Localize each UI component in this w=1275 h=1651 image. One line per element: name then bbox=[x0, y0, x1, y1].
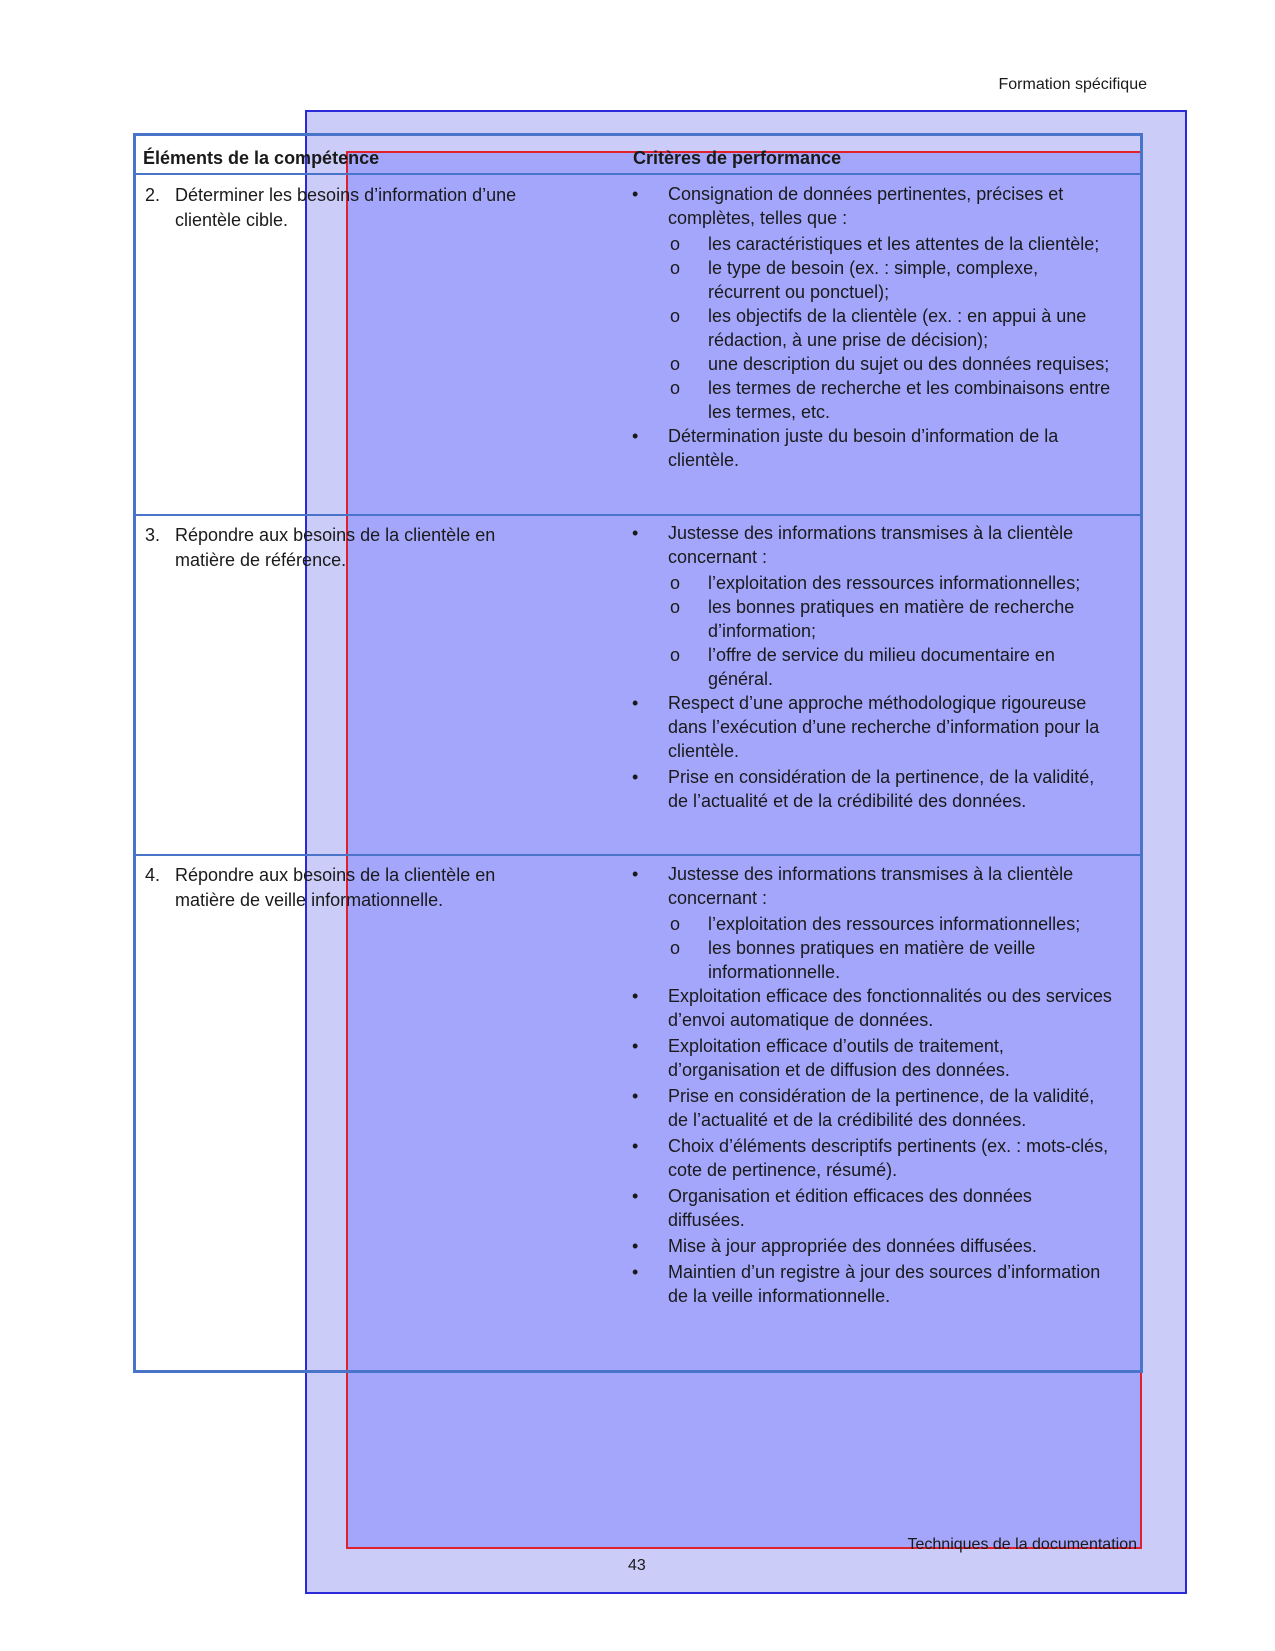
bullet-icon: • bbox=[632, 767, 639, 787]
row-divider bbox=[133, 514, 1143, 516]
circle-bullet-icon: o bbox=[670, 573, 681, 593]
bullet-icon: • bbox=[632, 986, 639, 1006]
running-header: Formation spécifique bbox=[998, 76, 1147, 93]
element-row-2 bbox=[145, 183, 575, 233]
criterion-item bbox=[632, 521, 1112, 569]
criterion-item bbox=[632, 862, 1112, 910]
criterion-item bbox=[632, 1260, 1112, 1308]
bullet-icon: • bbox=[632, 523, 639, 543]
element-number: 3. bbox=[145, 525, 161, 545]
criterion-text: Justesse des informations transmises à la clientèle concernant : bbox=[668, 864, 1074, 908]
criterion-text: Exploitation efficace d’outils de traitement, d’organisation et de diffusion des données. bbox=[668, 1036, 1010, 1080]
sub-criterion-text: l’exploitation des ressources informationnelles; bbox=[708, 914, 1081, 934]
element-text: matière de référence. bbox=[175, 550, 347, 570]
element-row-3 bbox=[145, 523, 575, 573]
bullet-icon: • bbox=[632, 693, 639, 713]
element-number: 2. bbox=[145, 185, 161, 205]
sub-criterion-item bbox=[632, 376, 1112, 424]
criterion-text: Justesse des informations transmises à la clientèle concernant : bbox=[668, 523, 1074, 567]
sub-criterion-item bbox=[632, 643, 1112, 691]
criterion-text: Respect d’une approche méthodologique rigoureuse dans l’exécution d’une recherche d’information pour la clientèle. bbox=[668, 693, 1100, 761]
bullet-icon: • bbox=[632, 1262, 639, 1282]
element-text: Déterminer les besoins d’information d’une bbox=[175, 185, 517, 205]
sub-criterion-item bbox=[632, 912, 1112, 936]
sub-criterion-text: une description du sujet ou des données requises; bbox=[708, 354, 1110, 374]
criterion-text: Consignation de données pertinentes, précises et complètes, telles que : bbox=[668, 184, 1064, 228]
criteria-list-row-2 bbox=[632, 182, 1112, 474]
criterion-item bbox=[632, 1184, 1112, 1232]
circle-bullet-icon: o bbox=[670, 938, 681, 958]
bullet-icon: • bbox=[632, 184, 639, 204]
bullet-icon: • bbox=[632, 1036, 639, 1056]
criterion-text: Organisation et édition efficaces des données diffusées. bbox=[668, 1186, 1032, 1230]
sub-criterion-text: le type de besoin (ex. : simple, complexe, récurrent ou ponctuel); bbox=[708, 258, 1039, 302]
circle-bullet-icon: o bbox=[670, 645, 681, 665]
circle-bullet-icon: o bbox=[670, 354, 681, 374]
circle-bullet-icon: o bbox=[670, 306, 681, 326]
header-divider bbox=[133, 173, 1143, 175]
sub-criterion-text: l’exploitation des ressources informationnelles; bbox=[708, 573, 1081, 593]
sub-criterion-item bbox=[632, 571, 1112, 595]
criterion-text: Choix d’éléments descriptifs pertinents (ex. : mots-clés, cote de pertinence, résumé). bbox=[668, 1136, 1109, 1180]
criterion-item bbox=[632, 1234, 1112, 1258]
row-divider bbox=[133, 854, 1143, 856]
criterion-text: Maintien d’un registre à jour des sources d’information de la veille informationnelle. bbox=[668, 1262, 1101, 1306]
criterion-text: Détermination juste du besoin d’information de la clientèle. bbox=[668, 426, 1059, 470]
criterion-item bbox=[632, 1134, 1112, 1182]
criterion-item bbox=[632, 182, 1112, 230]
criterion-text: Mise à jour appropriée des données diffusées. bbox=[668, 1236, 1037, 1256]
criterion-item bbox=[632, 691, 1112, 763]
circle-bullet-icon: o bbox=[670, 597, 681, 617]
bullet-icon: • bbox=[632, 864, 639, 884]
element-row-4 bbox=[145, 863, 575, 913]
sub-criterion-item bbox=[632, 595, 1112, 643]
element-text: matière de veille informationnelle. bbox=[175, 890, 444, 910]
column-header-criteria: Critères de performance bbox=[633, 148, 842, 168]
bullet-icon: • bbox=[632, 1236, 639, 1256]
sub-criterion-text: l’offre de service du milieu documentaire en général. bbox=[708, 645, 1055, 689]
sub-criterion-text: les bonnes pratiques en matière de veille informationnelle. bbox=[708, 938, 1036, 982]
criterion-text: Prise en considération de la pertinence, de la validité, de l’actualité et de la crédibilité des données. bbox=[668, 1086, 1095, 1130]
sub-criterion-item bbox=[632, 304, 1112, 352]
criterion-item bbox=[632, 765, 1112, 813]
bullet-icon: • bbox=[632, 1086, 639, 1106]
sub-criterion-item bbox=[632, 936, 1112, 984]
criteria-list-row-3 bbox=[632, 521, 1112, 815]
sub-criterion-item bbox=[632, 232, 1112, 256]
sub-criterion-text: les termes de recherche et les combinaisons entre les termes, etc. bbox=[708, 378, 1111, 422]
criteria-list-row-4 bbox=[632, 862, 1112, 1310]
criterion-item bbox=[632, 424, 1112, 472]
circle-bullet-icon: o bbox=[670, 258, 681, 278]
sub-criterion-item bbox=[632, 256, 1112, 304]
criterion-item bbox=[632, 1034, 1112, 1082]
circle-bullet-icon: o bbox=[670, 378, 681, 398]
sub-criterion-item bbox=[632, 352, 1112, 376]
bullet-icon: • bbox=[632, 426, 639, 446]
bullet-icon: • bbox=[632, 1136, 639, 1156]
circle-bullet-icon: o bbox=[670, 234, 681, 254]
criterion-text: Prise en considération de la pertinence, de la validité, de l’actualité et de la crédibilité des données. bbox=[668, 767, 1095, 811]
element-number: 4. bbox=[145, 865, 161, 885]
bullet-icon: • bbox=[632, 1186, 639, 1206]
criterion-item bbox=[632, 984, 1112, 1032]
sub-criterion-text: les objectifs de la clientèle (ex. : en appui à une rédaction, à une prise de décision); bbox=[708, 306, 1087, 350]
criterion-text: Exploitation efficace des fonctionnalités ou des services d’envoi automatique de données. bbox=[668, 986, 1112, 1030]
circle-bullet-icon: o bbox=[670, 914, 681, 934]
element-text: clientèle cible. bbox=[175, 210, 289, 230]
element-text: Répondre aux besoins de la clientèle en bbox=[175, 865, 496, 885]
running-footer: Techniques de la documentation bbox=[907, 1536, 1137, 1553]
sub-criterion-text: les bonnes pratiques en matière de recherche d’information; bbox=[708, 597, 1075, 641]
criterion-item bbox=[632, 1084, 1112, 1132]
element-text: Répondre aux besoins de la clientèle en bbox=[175, 525, 496, 545]
sub-criterion-text: les caractéristiques et les attentes de la clientèle; bbox=[708, 234, 1100, 254]
page-number: 43 bbox=[628, 1557, 646, 1574]
column-header-elements: Éléments de la compétence bbox=[143, 148, 380, 168]
